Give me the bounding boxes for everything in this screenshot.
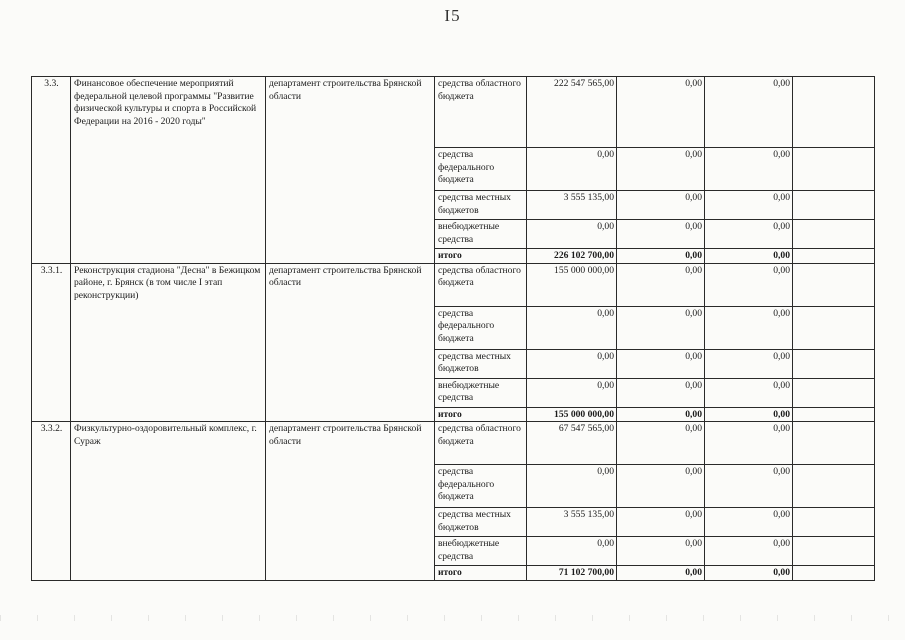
funding-source: средства местных бюджетов bbox=[435, 349, 527, 378]
amount-cell: 0,00 bbox=[527, 465, 617, 508]
total-amount: 155 000 000,00 bbox=[527, 407, 617, 422]
amount-cell: 0,00 bbox=[617, 77, 705, 148]
total-amount: 0,00 bbox=[705, 566, 793, 581]
funding-source: средства областного бюджета bbox=[435, 263, 527, 306]
funding-source: внебюджетные средства bbox=[435, 537, 527, 566]
total-label: итого bbox=[435, 249, 527, 264]
empty-cell bbox=[793, 263, 875, 306]
amount-cell: 0,00 bbox=[527, 148, 617, 191]
amount-cell: 0,00 bbox=[617, 537, 705, 566]
total-amount: 0,00 bbox=[617, 249, 705, 264]
total-amount: 71 102 700,00 bbox=[527, 566, 617, 581]
amount-cell: 0,00 bbox=[705, 422, 793, 465]
total-amount: 0,00 bbox=[705, 407, 793, 422]
item-executor: департамент строительства Брянской области bbox=[266, 422, 435, 581]
amount-cell: 0,00 bbox=[617, 220, 705, 249]
amount-cell: 0,00 bbox=[705, 537, 793, 566]
empty-cell bbox=[793, 407, 875, 422]
amount-cell: 0,00 bbox=[617, 263, 705, 306]
funding-source: средства федерального бюджета bbox=[435, 465, 527, 508]
empty-cell bbox=[793, 349, 875, 378]
total-label: итого bbox=[435, 566, 527, 581]
amount-cell: 0,00 bbox=[527, 537, 617, 566]
item-name: Реконструкция стадиона "Десна" в Бежицком районе, г. Брянск (в том числе I этап реконструкции) bbox=[71, 263, 266, 422]
amount-cell: 0,00 bbox=[705, 77, 793, 148]
amount-cell: 0,00 bbox=[617, 465, 705, 508]
empty-cell bbox=[793, 566, 875, 581]
amount-cell: 0,00 bbox=[705, 508, 793, 537]
empty-cell bbox=[793, 422, 875, 465]
empty-cell bbox=[793, 77, 875, 148]
amount-cell: 0,00 bbox=[617, 422, 705, 465]
amount-cell: 0,00 bbox=[705, 378, 793, 407]
amount-cell: 0,00 bbox=[617, 508, 705, 537]
amount-cell: 0,00 bbox=[705, 220, 793, 249]
item-executor: департамент строительства Брянской области bbox=[266, 77, 435, 264]
total-label: итого bbox=[435, 407, 527, 422]
total-amount: 226 102 700,00 bbox=[527, 249, 617, 264]
funding-source: внебюджетные средства bbox=[435, 220, 527, 249]
item-executor: департамент строительства Брянской области bbox=[266, 263, 435, 422]
empty-cell bbox=[793, 191, 875, 220]
scan-artifact-line bbox=[0, 615, 905, 621]
table-row bbox=[32, 77, 875, 148]
amount-cell: 0,00 bbox=[617, 148, 705, 191]
amount-cell: 0,00 bbox=[527, 220, 617, 249]
amount-cell: 0,00 bbox=[705, 349, 793, 378]
amount-cell: 0,00 bbox=[617, 349, 705, 378]
amount-cell: 0,00 bbox=[617, 378, 705, 407]
amount-cell: 0,00 bbox=[705, 191, 793, 220]
amount-cell: 0,00 bbox=[705, 263, 793, 306]
amount-cell: 3 555 135,00 bbox=[527, 508, 617, 537]
amount-cell: 222 547 565,00 bbox=[527, 77, 617, 148]
funding-source: средства местных бюджетов bbox=[435, 191, 527, 220]
funding-source: средства федерального бюджета bbox=[435, 148, 527, 191]
funding-source: средства местных бюджетов bbox=[435, 508, 527, 537]
total-amount: 0,00 bbox=[617, 566, 705, 581]
total-amount: 0,00 bbox=[617, 407, 705, 422]
empty-cell bbox=[793, 306, 875, 349]
total-amount: 0,00 bbox=[705, 249, 793, 264]
funding-source: средства областного бюджета bbox=[435, 77, 527, 148]
amount-cell: 0,00 bbox=[617, 306, 705, 349]
amount-cell: 0,00 bbox=[617, 191, 705, 220]
amount-cell: 0,00 bbox=[705, 148, 793, 191]
item-number: 3.3. bbox=[32, 77, 71, 264]
amount-cell: 0,00 bbox=[527, 378, 617, 407]
amount-cell: 3 555 135,00 bbox=[527, 191, 617, 220]
budget-table bbox=[31, 76, 875, 581]
funding-source: средства областного бюджета bbox=[435, 422, 527, 465]
item-name: Физкультурно-оздоровительный комплекс, г. Сураж bbox=[71, 422, 266, 581]
item-number: 3.3.2. bbox=[32, 422, 71, 581]
funding-source: средства федерального бюджета bbox=[435, 306, 527, 349]
amount-cell: 0,00 bbox=[527, 349, 617, 378]
empty-cell bbox=[793, 537, 875, 566]
table-row bbox=[32, 422, 875, 465]
empty-cell bbox=[793, 508, 875, 537]
empty-cell bbox=[793, 148, 875, 191]
empty-cell bbox=[793, 378, 875, 407]
table-row bbox=[32, 263, 875, 306]
empty-cell bbox=[793, 465, 875, 508]
amount-cell: 0,00 bbox=[527, 306, 617, 349]
item-number: 3.3.1. bbox=[32, 263, 71, 422]
amount-cell: 67 547 565,00 bbox=[527, 422, 617, 465]
amount-cell: 0,00 bbox=[705, 465, 793, 508]
amount-cell: 155 000 000,00 bbox=[527, 263, 617, 306]
page-number: I5 bbox=[444, 6, 461, 25]
item-name: Финансовое обеспечение мероприятий федеральной целевой программы "Развитие физической культуры и спорта в Российской Федерации на 2016 - 2020 годы" bbox=[71, 77, 266, 264]
amount-cell: 0,00 bbox=[705, 306, 793, 349]
empty-cell bbox=[793, 249, 875, 264]
funding-source: внебюджетные средства bbox=[435, 378, 527, 407]
empty-cell bbox=[793, 220, 875, 249]
